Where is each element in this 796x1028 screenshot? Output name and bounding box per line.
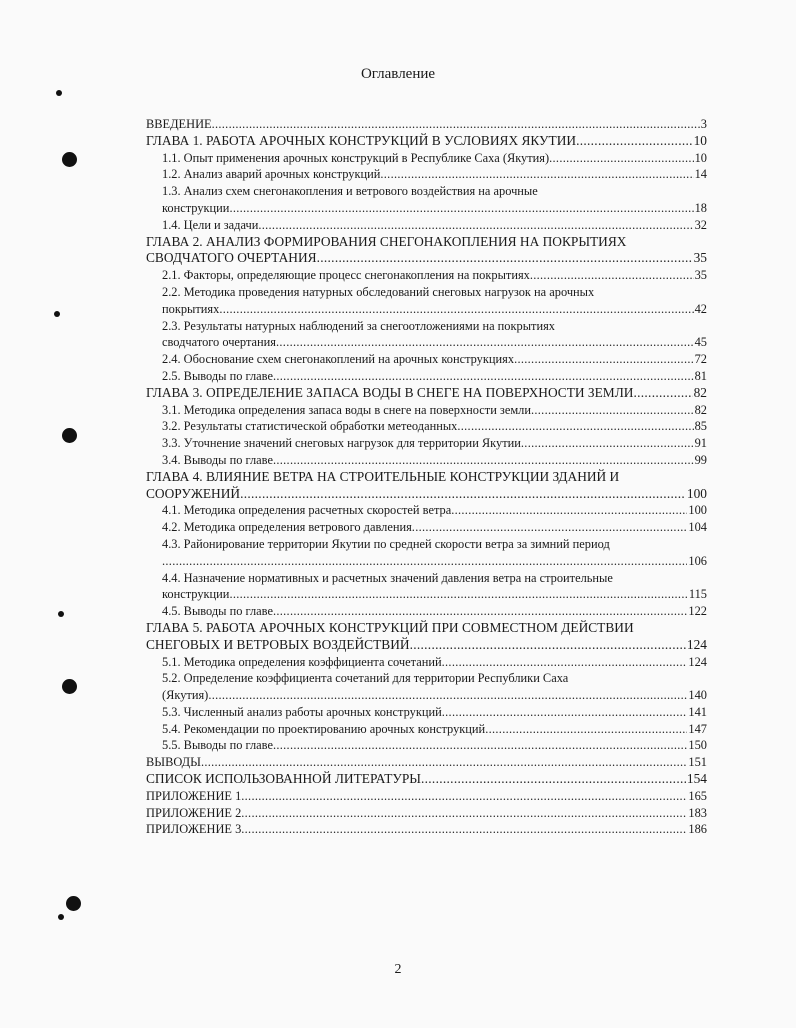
- dot-leader: [241, 788, 687, 805]
- toc-entry: [146, 670, 707, 704]
- toc-entry-title: 5.3. Численный анализ работы арочных конструкций: [162, 704, 442, 719]
- toc-entry-page: 18: [694, 200, 707, 215]
- dot-leader: [276, 334, 694, 351]
- dot-leader: [241, 805, 687, 822]
- punch-hole: [62, 679, 77, 694]
- dot-leader: [273, 368, 694, 385]
- toc-entry: [146, 435, 707, 452]
- toc-entry-page: 122: [688, 604, 707, 619]
- toc-entry-page: 45: [694, 335, 707, 350]
- dot-leader: [442, 704, 688, 721]
- toc-entry: [146, 805, 707, 822]
- toc-entry-title-line: ГЛАВА 5. РАБОТА АРОЧНЫХ КОНСТРУКЦИЙ ПРИ СОВМЕСТНОМ ДЕЙСТВИИ: [146, 619, 634, 635]
- dot-leader: [212, 116, 700, 133]
- toc-entry: [146, 183, 707, 217]
- toc-entry: [146, 788, 707, 805]
- toc-entry: [146, 737, 707, 754]
- toc-entry-title: СООРУЖЕНИЙ: [146, 485, 241, 501]
- toc-entry-title-line: ГЛАВА 2. АНАЛИЗ ФОРМИРОВАНИЯ СНЕГОНАКОПЛЕНИЯ НА ПОКРЫТИЯХ: [146, 233, 627, 249]
- dot-leader: [549, 150, 693, 167]
- toc-entry-page: 106: [688, 553, 707, 568]
- toc-entry: [146, 620, 707, 654]
- dot-leader: [514, 351, 694, 368]
- toc-entry-page: 165: [688, 788, 707, 803]
- toc-entry: [146, 771, 707, 788]
- toc-entry-page: 35: [694, 268, 707, 283]
- toc-entry-page: 14: [694, 167, 707, 182]
- toc-entry-title-line: 4.4. Назначение нормативных и расчетных значений давления ветра на строительные: [162, 570, 613, 585]
- toc-entry-title: ПРИЛОЖЕНИЕ 1: [146, 788, 242, 803]
- toc-entry-page: 150: [688, 738, 707, 753]
- toc-entry: [146, 721, 707, 738]
- toc-entry: [146, 603, 707, 620]
- dot-leader: [530, 267, 694, 284]
- toc-entry-page: 10: [693, 132, 707, 148]
- toc-entry-title: конструкции: [162, 200, 230, 215]
- toc-entry: [146, 217, 707, 234]
- toc-entry-title: ВВЕДЕНИЕ: [146, 117, 212, 131]
- dot-leader: [410, 637, 686, 654]
- punch-hole: [62, 428, 77, 443]
- toc-entry: [146, 418, 707, 435]
- toc-entry-page: 151: [688, 755, 707, 770]
- toc-entry-page: 115: [688, 587, 707, 602]
- toc-entry-title: 4.1. Методика определения расчетных скоростей ветра: [162, 503, 452, 518]
- toc-entry-title: ГЛАВА 1. РАБОТА АРОЧНЫХ КОНСТРУКЦИЙ В УСЛОВИЯХ ЯКУТИИ: [146, 132, 577, 148]
- toc-entry-title: 3.1. Методика определения запаса воды в снеге на поверхности земли: [162, 402, 531, 417]
- toc-entry-title: 4.5. Выводы по главе: [162, 604, 273, 619]
- dot-leader: [162, 553, 687, 570]
- table-of-contents: [146, 116, 707, 838]
- toc-entry: [146, 368, 707, 385]
- dot-leader: [633, 385, 692, 402]
- toc-entry-title: 1.2. Анализ аварий арочных конструкций: [162, 167, 381, 182]
- toc-entry: [146, 116, 707, 133]
- dot-leader: [521, 435, 694, 452]
- toc-entry-page: 42: [694, 301, 707, 316]
- toc-entry-title: 4.2. Методика определения ветрового давления: [162, 520, 412, 535]
- dot-leader: [241, 821, 687, 838]
- toc-entry: [146, 385, 707, 402]
- dot-leader: [273, 452, 694, 469]
- toc-entry-page: 124: [686, 636, 707, 652]
- dot-leader: [229, 586, 687, 603]
- toc-entry-title: СВОДЧАТОГО ОЧЕРТАНИЯ: [146, 250, 317, 266]
- toc-entry-title: 2.1. Факторы, определяющие процесс снегонакопления на покрытиях: [162, 268, 530, 283]
- dot-leader: [317, 250, 693, 267]
- toc-entry-title-line: 4.3. Районирование территории Якутии по средней скорости ветра за зимний период: [162, 536, 610, 551]
- toc-entry: [146, 502, 707, 519]
- dot-leader: [421, 771, 686, 788]
- toc-entry-title: ПРИЛОЖЕНИЕ 2: [146, 805, 242, 820]
- toc-entry-page: 32: [694, 217, 707, 232]
- toc-entry-page: 154: [686, 771, 707, 787]
- toc-entry-page: 82: [694, 402, 707, 417]
- toc-entry-page: 91: [694, 436, 707, 451]
- page-number: 2: [394, 962, 402, 977]
- dot-leader: [442, 654, 688, 671]
- dot-leader: [531, 402, 694, 419]
- toc-entry-page: 100: [686, 485, 707, 501]
- toc-entry: [146, 166, 707, 183]
- toc-entry-title: 5.5. Выводы по главе: [162, 738, 273, 753]
- scan-speck: [54, 311, 60, 317]
- toc-entry-page: 124: [688, 654, 707, 669]
- toc-entry-page: 100: [688, 503, 707, 518]
- toc-entry-page: 140: [688, 688, 707, 703]
- toc-entry: [146, 704, 707, 721]
- dot-leader: [576, 133, 693, 150]
- dot-leader: [273, 603, 687, 620]
- toc-entry: [146, 536, 707, 570]
- toc-entry-page: 104: [688, 520, 707, 535]
- toc-entry-page: 147: [688, 721, 707, 736]
- toc-entry-title: 1.1. Опыт применения арочных конструкций в Республике Саха (Якутия): [162, 150, 550, 165]
- dot-leader: [273, 737, 687, 754]
- dot-leader: [412, 519, 688, 536]
- toc-entry-page: 99: [694, 452, 707, 467]
- toc-entry: [146, 234, 707, 268]
- dot-leader: [208, 687, 687, 704]
- toc-entry: [146, 469, 707, 503]
- toc-entry: [146, 150, 707, 167]
- toc-entry-title: (Якутия): [162, 688, 209, 703]
- punch-hole: [62, 152, 77, 167]
- scan-speck: [58, 914, 64, 920]
- toc-entry-page: 183: [688, 805, 707, 820]
- dot-leader: [380, 166, 693, 183]
- toc-entry-title: 3.2. Результаты статистической обработки метеоданных: [162, 419, 458, 434]
- toc-entry: [146, 284, 707, 318]
- toc-entry-title: покрытиях: [162, 301, 220, 316]
- toc-entry-title: сводчатого очертания: [162, 335, 276, 350]
- toc-entry-page: 72: [694, 352, 707, 367]
- toc-entry-page: 35: [693, 250, 707, 266]
- toc-entry-title: 5.1. Методика определения коэффициента сочетаний: [162, 654, 442, 669]
- toc-entry-title: 2.4. Обоснование схем снегонакоплений на арочных конструкциях: [162, 352, 515, 367]
- dot-leader: [240, 486, 686, 503]
- dot-leader: [451, 502, 687, 519]
- toc-entry-title: 3.3. Уточнение значений снеговых нагрузок для территории Якутии: [162, 436, 521, 451]
- toc-entry-title-line: ГЛАВА 4. ВЛИЯНИЕ ВЕТРА НА СТРОИТЕЛЬНЫЕ КОНСТРУКЦИИ ЗДАНИЙ И: [146, 468, 620, 484]
- toc-entry: [146, 821, 707, 838]
- toc-entry: [146, 654, 707, 671]
- scan-speck: [58, 611, 64, 617]
- toc-entry-page: 186: [688, 822, 707, 837]
- toc-entry-page: 10: [694, 150, 707, 165]
- dot-leader: [201, 754, 687, 771]
- toc-entry-title-line: 1.3. Анализ схем снегонакопления и ветрового воздействия на арочные: [162, 184, 538, 199]
- toc-entry-page: 82: [693, 384, 707, 400]
- toc-entry-title: 5.4. Рекомендации по проектированию арочных конструкций: [162, 721, 486, 736]
- toc-entry-title: ВЫВОДЫ: [146, 755, 201, 770]
- page-title: Оглавление: [360, 66, 436, 82]
- toc-entry-title: 3.4. Выводы по главе: [162, 452, 273, 467]
- dot-leader: [258, 217, 693, 234]
- toc-entry: [146, 570, 707, 604]
- punch-hole: [66, 896, 81, 911]
- dot-leader: [219, 301, 693, 318]
- dot-leader: [457, 418, 693, 435]
- toc-entry: [146, 754, 707, 771]
- toc-entry: [146, 267, 707, 284]
- toc-entry-title: 1.4. Цели и задачи: [162, 217, 259, 232]
- dot-leader: [229, 200, 693, 217]
- toc-entry: [146, 402, 707, 419]
- toc-entry-title: СПИСОК ИСПОЛЬЗОВАННОЙ ЛИТЕРАТУРЫ: [146, 771, 421, 787]
- dot-leader: [485, 721, 687, 738]
- toc-entry: [146, 351, 707, 368]
- toc-entry-title-line: 2.3. Результаты натурных наблюдений за снегоотложениями на покрытиях: [162, 318, 555, 333]
- toc-entry-title-line: 2.2. Методика проведения натурных обследований снеговых нагрузок на арочных: [162, 284, 595, 299]
- toc-entry-title: СНЕГОВЫХ И ВЕТРОВЫХ ВОЗДЕЙСТВИЙ: [146, 636, 410, 652]
- toc-entry-title: 2.5. Выводы по главе: [162, 368, 273, 383]
- toc-entry-title-line: 5.2. Определение коэффициента сочетаний для территории Республики Саха: [162, 671, 569, 686]
- toc-entry-page: 85: [694, 419, 707, 434]
- toc-entry: [146, 452, 707, 469]
- toc-entry: [146, 318, 707, 352]
- scan-speck: [56, 90, 62, 96]
- toc-entry-title: ГЛАВА 3. ОПРЕДЕЛЕНИЕ ЗАПАСА ВОДЫ В СНЕГЕ НА ПОВЕРХНОСТИ ЗЕМЛИ: [146, 384, 634, 400]
- toc-entry-page: 3: [700, 117, 707, 131]
- toc-entry-page: 141: [688, 704, 707, 719]
- toc-entry-title: конструкции: [162, 587, 230, 602]
- toc-entry-page: 81: [694, 368, 707, 383]
- toc-entry-title: ПРИЛОЖЕНИЕ 3: [146, 822, 242, 837]
- toc-entry: [146, 519, 707, 536]
- toc-entry: [146, 133, 707, 150]
